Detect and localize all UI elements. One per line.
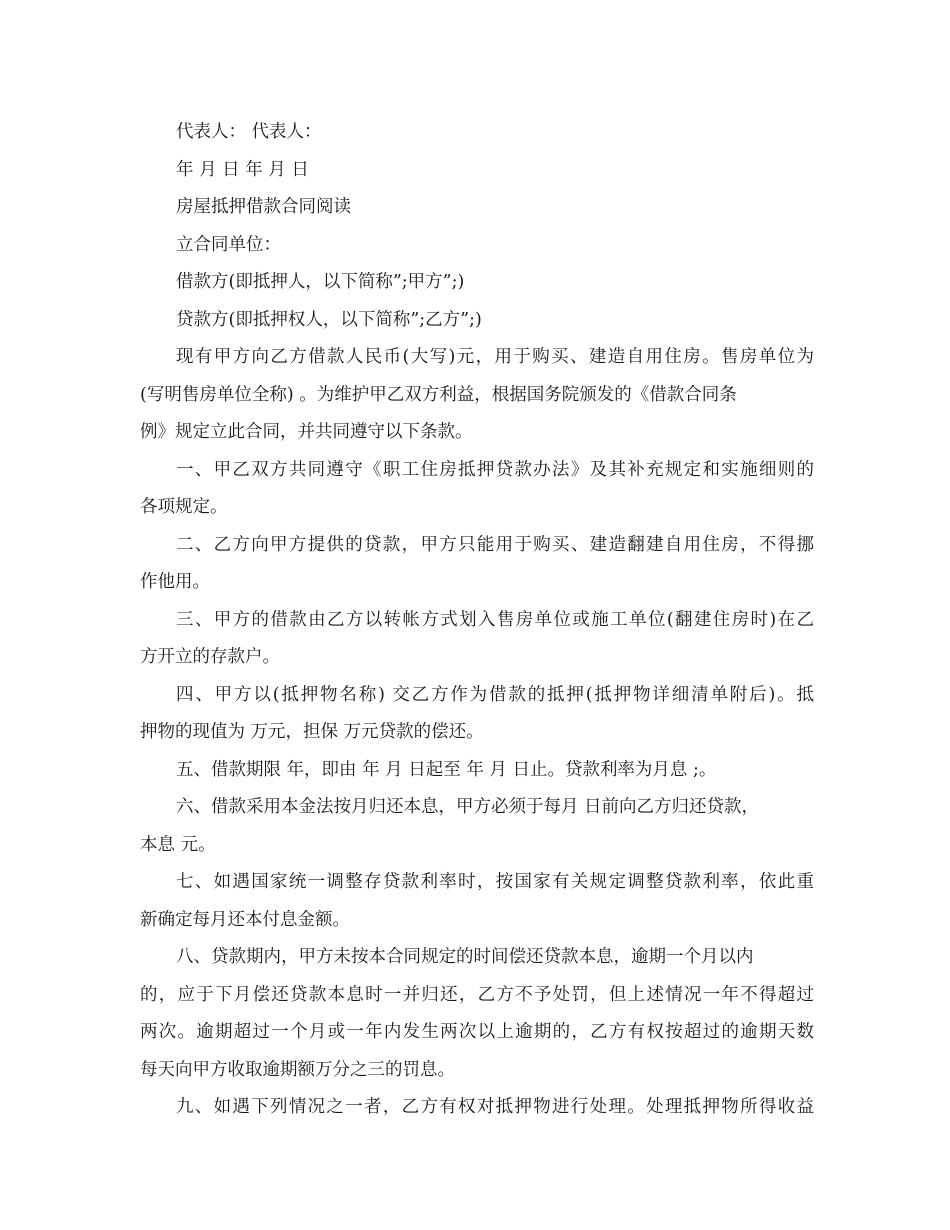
clause-9-line-1: 九、如遇下列情况之一者，乙方有权对抵押物进行处理。处理抵押物所得收益 [176, 1097, 814, 1117]
clause-2-line-2: 作他用。 [140, 572, 210, 592]
clause-8-line-2: 的，应于下月偿还贷款本息时一并归还，乙方不予处罚，但上述情况一年不得超过 [140, 984, 814, 1005]
signature-representative-line: 代表人： 代表人： [176, 122, 322, 142]
clause-8-line-1: 八、贷款期内，甲方未按本合同规定的时间偿还贷款本息，逾期一个月以内 [176, 947, 754, 967]
clause-4-line-2: 押物的现值为 万元，担保 万元贷款的偿还。 [140, 722, 484, 742]
clause-8-line-3: 两次。逾期超过一个月或一年内发生两次以上逾期的，乙方有权按超过的逾期天数 [140, 1022, 814, 1042]
preamble-line-1: 现有甲方向乙方借款人民币(大写)元，用于购买、建造自用住房。售房单位为 [176, 347, 814, 367]
preamble-line-2: (写明售房单位全称) 。为维护甲乙双方利益，根据国务院颁发的《借款合同条 [140, 384, 737, 405]
lender-party-line: 贷款方(即抵押权人，以下简称”;乙方”;) [176, 309, 482, 330]
document-page [140, 114, 814, 1127]
clause-6-line-1: 六、借款采用本金法按月归还本息，甲方必须于每月 日前向乙方归还贷款， [176, 797, 760, 817]
clause-3-line-2: 方开立的存款户。 [140, 647, 280, 667]
clause-3-line-1: 三、甲方的借款由乙方以转帐方式划入售房单位或施工单位(翻建住房时)在乙 [176, 609, 814, 630]
clause-1-line-2: 各项规定。 [140, 497, 228, 517]
clause-6-line-2: 本息 元。 [140, 834, 216, 855]
clause-5-line-1: 五、借款期限 年，即由 年 月 日起至 年 月 日止。贷款利率为月息 ;。 [176, 759, 717, 780]
borrower-party-line: 借款方(即抵押人，以下简称”;甲方”;) [176, 272, 465, 292]
clause-8-line-4: 每天向甲方收取逾期额万分之三的罚息。 [140, 1059, 455, 1080]
clause-2-line-1: 二、乙方向甲方提供的贷款，甲方只能用于购买、建造翻建自用住房，不得挪 [176, 534, 814, 555]
document-title: 房屋抵押借款合同阅读 [176, 197, 351, 217]
clause-4-line-1: 四、甲方以(抵押物名称) 交乙方作为借款的抵押(抵押物详细清单附后)。抵 [176, 684, 814, 705]
signature-date-line: 年 月 日 年 月 日 [176, 159, 309, 180]
clause-7-line-2: 新确定每月还本付息金额。 [140, 909, 350, 930]
parties-heading: 立合同单位： [176, 234, 281, 255]
preamble-line-3: 例》规定立此合同，并共同遵守以下条款。 [140, 422, 473, 442]
clause-1-line-1: 一、甲乙双方共同遵守《职工住房抵押贷款办法》及其补充规定和实施细则的 [176, 459, 814, 480]
clause-7-line-1: 七、如遇国家统一调整存贷款利率时，按国家有关规定调整贷款利率，依此重 [176, 872, 814, 892]
